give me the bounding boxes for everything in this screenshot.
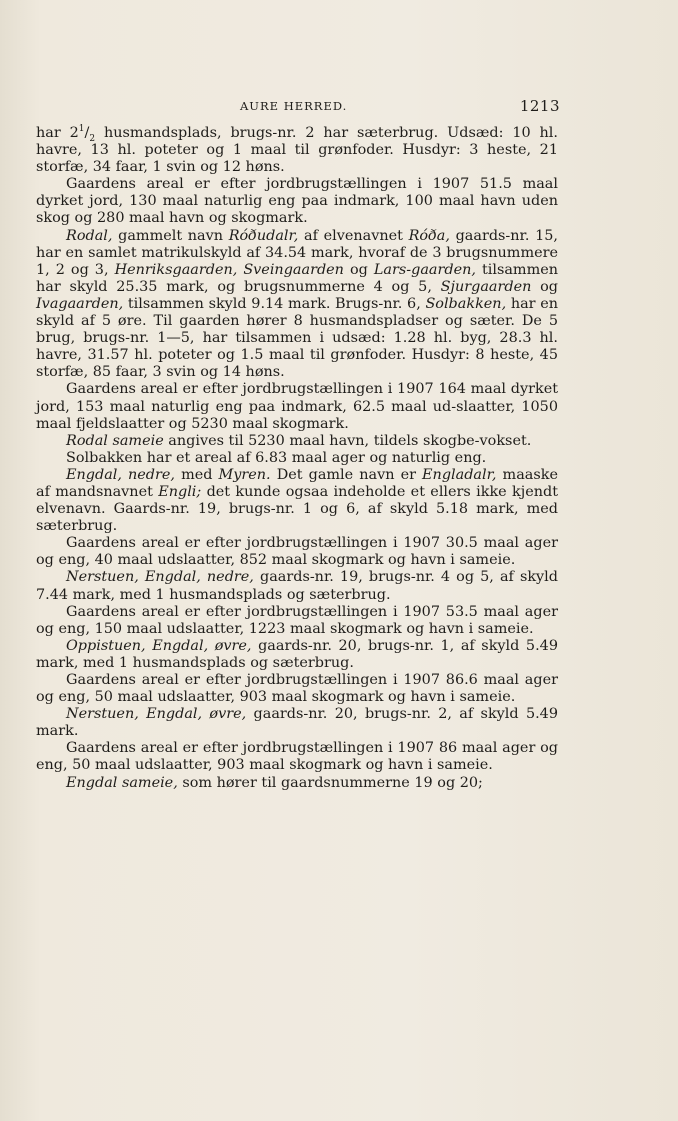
text-run: Gaardens areal er efter jordbrugstællingen i 1907 30.5 maal ager og eng, 40 maal udslaatter, 852 maal skogmark og havn i sameie. xyxy=(36,535,558,569)
italic-text: Myren. xyxy=(218,466,271,483)
italic-text: Engli; xyxy=(158,483,202,500)
text-run: har en skyld af 5 øre. Til gaarden hører 8 husmandspladser og sæter. De 5 brug, brugs-nr. 1—5, har tilsammen i udsæd: 1.28 hl. byg, 28.3 hl. havre, 31.57 hl. poteter og 1.5 maal til grønfoder. Husdyr: 8 heste, 45 storfæ, 85 faar, 3 svin og 14 høns. xyxy=(36,295,558,381)
running-title: AURE HERRED. xyxy=(240,99,348,113)
text-run: det kunde ogsaa indeholde et ellers ikke kjendt elvenavn. Gaards-nr. 19, brugs-nr. 1 og 6, af skyld 5.18 mark, med sæterbrug. xyxy=(36,483,558,535)
running-header xyxy=(60,97,560,117)
text-run: Gaardens areal er efter jordbrugstællingen i 1907 86.6 maal ager og eng, 50 maal udslaatter, 903 maal skogmark og havn i sameie. xyxy=(36,672,558,706)
text-run: / xyxy=(84,125,90,141)
page-body xyxy=(36,125,558,792)
italic-text: Rodal sameie xyxy=(66,432,164,449)
text-run: gaards-nr. 20, brugs-nr. 1, af skyld 5.49 mark, med 1 husmandsplads og sæterbrug. xyxy=(36,637,558,671)
text-run: 2 xyxy=(89,133,96,144)
paragraph xyxy=(36,706,558,740)
text-run: har 2 xyxy=(36,125,79,141)
italic-text: Engdal, nedre, xyxy=(66,466,175,483)
paragraph xyxy=(36,740,558,774)
italic-text: Sjurgaarden xyxy=(440,278,532,295)
italic-text: Henriksgaarden, Sveingaarden xyxy=(114,261,344,278)
italic-text: Róða, xyxy=(408,227,450,244)
italic-text: Ivagaarden, xyxy=(36,295,124,312)
text-run: Solbakken har et areal af 6.83 maal ager og naturlig eng. xyxy=(66,449,487,466)
italic-text: Oppistuen, Engdal, øvre, xyxy=(66,637,252,654)
paragraph xyxy=(36,125,558,176)
text-run: Gaardens areal er efter jordbrugstællingen i 1907 53.5 maal ager og eng, 150 maal udslaatter, 1223 maal skogmark og havn i sameie. xyxy=(36,603,558,637)
text-run: med xyxy=(175,466,219,483)
text-run: husmandsplads, brugs-nr. 2 har sæterbrug. Udsæd: 10 hl. havre, 13 hl. poteter og 1 maal til grønfoder. Husdyr: 3 heste, 21 storfæ, 34 faar, 1 svin og 12 høns. xyxy=(36,125,558,176)
text-run: gammelt navn xyxy=(112,227,229,244)
text-run: maaske af mandsnavnet xyxy=(36,466,558,500)
text-run: Gaardens areal er efter jordbrugstællingen i 1907 51.5 maal dyrket jord, 130 maal naturlig eng paa indmark, 100 maal havn uden skog og 280 maal havn og skogmark. xyxy=(36,176,558,227)
paragraph xyxy=(36,450,558,467)
italic-text: Solbakken, xyxy=(425,295,507,312)
italic-text: Lars-gaarden, xyxy=(373,261,476,278)
italic-text: Rodal, xyxy=(66,227,113,244)
paragraph xyxy=(36,433,558,450)
italic-text: Nerstuen, Engdal, nedre, xyxy=(66,569,254,586)
text-run: Gaardens areal er efter jordbrugstællingen i 1907 164 maal dyrket jord, 153 maal naturlig eng paa indmark, 62.5 maal ud-slaatter, 1050 maal fjeldslaatter og 5230 maal skogmark. xyxy=(36,381,558,432)
italic-text: Róðudalr, xyxy=(228,227,299,244)
text-run: af elvenavnet xyxy=(298,227,409,244)
paragraph xyxy=(36,381,558,432)
paragraph xyxy=(36,775,558,792)
text-run: som hører til gaardsnummerne 19 og 20; xyxy=(177,774,483,791)
italic-text: Engladalr, xyxy=(422,466,497,483)
text-run: gaards-nr. 20, brugs-nr. 2, af skyld 5.49 mark. xyxy=(36,706,558,740)
text-run: gaards-nr. 19, brugs-nr. 4 og 5, af skyld 7.44 mark, med 1 husmandsplads og sæterbrug. xyxy=(36,569,558,603)
paragraph xyxy=(36,176,558,227)
text-run: 1 xyxy=(78,124,85,135)
italic-text: Nerstuen, Engdal, øvre, xyxy=(66,706,247,723)
paragraph xyxy=(36,569,558,603)
page-number: 1213 xyxy=(519,97,560,115)
text-run: og xyxy=(343,261,374,278)
text-run: Gaardens areal er efter jordbrugstællingen i 1907 86 maal ager og eng, 50 maal udslaatter, 903 maal skogmark og havn i sameie. xyxy=(36,740,558,774)
text-run: angives til 5230 maal havn, tildels skogbe-vokset. xyxy=(163,432,532,449)
text-run: og xyxy=(531,278,558,295)
paragraph xyxy=(36,228,558,382)
paragraph xyxy=(36,672,558,706)
paragraph xyxy=(36,604,558,638)
text-run: gaards-nr. 15, har en samlet matrikulskyld af 34.54 mark, hvoraf de 3 brugsnummere 1, 2 og 3, xyxy=(36,227,558,278)
paragraph xyxy=(36,467,558,535)
text-run: tilsammen har skyld 25.35 mark, og brugsnummerne 4 og 5, xyxy=(36,261,558,295)
paragraph xyxy=(36,535,558,569)
text-run: tilsammen skyld 9.14 mark. Brugs-nr. 6, xyxy=(123,295,426,312)
paragraph xyxy=(36,638,558,672)
text-run: Det gamle navn er xyxy=(270,466,423,483)
italic-text: Engdal sameie, xyxy=(66,774,178,791)
